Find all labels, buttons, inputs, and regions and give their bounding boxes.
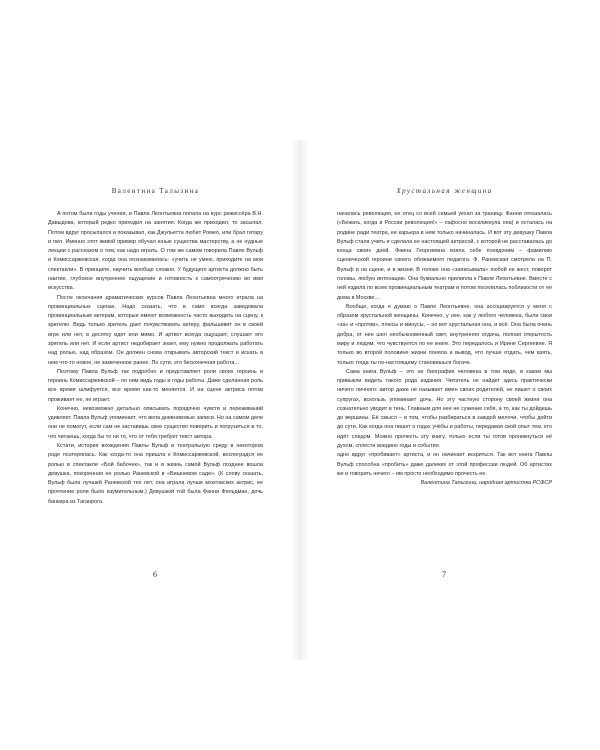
- paragraph: После окончания драматических курсов Павла Леонтьевна много играла на провинциальных сценах. Надо сказать, что в само всегда заведовала провинциальным актерам, которые имеют возможность часто выходить на сцену, к зрителю. Ведь только зритель дает почувствовать актеру, фальшивит он в своей игре или нет, в десятку идет или мимо. И артист всегда ощущает, слушает его зритель или нет. И если артист недобирает знает, ему нужно продолжать работать над ролью, над образом. Он должен снова открывать авторский текст и искать в нем что-то новое, не замеченное ранее. По сути, это бесконечная работа...: [48, 294, 263, 366]
- right-running-header: Хрустальная женщина: [396, 187, 493, 195]
- paragraph: Кстати, история вхождения Павлы Вульф в театральную среду в некотором роде поэтерялась. Как когда-то она пришла к Комиссаржевской, воспоградся ее ролью в спектакле «Бой бабочек», так и в жизнь самой Вульф позднее вошла девушка, покоренная ее ролью Раневской в «Вишневом саде». (К слову сказать, Вульф была лучшей Раневской тех лет, она играла лучше мхатовских актрис, ее прочтение роли было изумительным.) Девушкой той была Фанни Фельдман, дочь банкира из Таганрога.: [48, 443, 263, 505]
- paragraph: началась революция, ее отец со всей семьей уехал за границу. Фанни отказалась («Бежать, когда в России революция!» – пафосно воскликнула она) и осталась на родине ради театра, ее карьера в нем только начиналась. И вот эту девушку Павла Вульф стала учить и сделала ее настоящей актрисой, с которой не расставалась до конца своих дней. Фаина Георгиевна взяла себе псевдоним – фамилию сценической героини своего обожаемого педагога. Ф. Раневская смотрела на П. Вульф и на сцене, и в жизни. В голове она «записывала» любой ее жест, поворот головы, любую интонацию. Она буквально прилипла к Павле Леонтьевне. Вместе с ней ездила по всем провинциальным театрам и потом поселилась поблизости от ее дома в Москве...: [337, 211, 552, 301]
- paragraph: Конечно, невозможно детально описывать порядочно чувств и переживаний удивляет. Павла Вульф упоминает, что вела дневниковые записи. Но на самом деле они не помогут, если сам не заставишь свое существо поверить и погрузиться в то, что читаешь, когда бы то ни то, что от тебя требует текст автора.: [48, 405, 263, 440]
- right-page: [337, 187, 552, 488]
- right-page-number: 7: [442, 570, 446, 579]
- paragraph: одно вдруг «пробивает» артиста, и он начинает искриться. Так вот книга Павлы Вульф способна «пробить» даже далеких от этой профессии людей. Об артистах же и говорить нечего – им просто необходимо прочесть ее.: [337, 452, 552, 477]
- book-gutter: [291, 140, 309, 660]
- signature: Валентина Талызина, народная артистка РСФСР: [420, 480, 552, 487]
- left-page: [48, 187, 263, 507]
- paragraph: Поэтому Павла Вульф так подробно и представляет роли своих героинь и героинь Комиссаржевской – по ним видь годы и годы работы. Даже сделанная роль все время шлифуется, все время как-то меняется. И на сцене актриса потом проживает ее, не играет.: [48, 368, 263, 403]
- paragraph: Вообще, когда я думаю о Павле Леонтьевне, она ассоциируется у меня с образом хрустальной женщины. Конечно, у нее, как у любого человека, были свои «за» и «против», плюсы и минусы, – но вот хрустальная она, и всё. Она была очень добра, от нее шел необыкновенный свет, внутренняя отдача, полная открытость миру и людям, что чувствуется по ее книге. Это передалось и Ирине Сергеевне. Я только во второй половине жизни поняла и вывод, что лучше отдать, чем взять, только тогда ты по-настоящему становишься богаче.: [337, 303, 552, 366]
- paragraph: Сама книга Вульф – это не биография человека в том виде, в каком мы привыкли видеть такого рода издания. Читатель не найдет здесь практически ничего личного: автор даже не называет имен своих родителей, не пишет о своих супругах, вскользь упоминает дочь. Но эту частную сторону своей жизни она сознательно уводит в тень. Главным для нее не сужение себя, а то, как ты дойдешь до вершины. Её смысл – в том, чтобы разбираться в каждой мелочи, чтобы дойти до сути. Как когда она пишет о годах учёбы и работы, передавая свой опыт тем, кто идёт следом. Можно прочесть эту книгу, только если ты готов проникнуться её духом, сплести воедино годы и события.: [337, 368, 552, 450]
- left-page-text: [48, 210, 263, 507]
- right-page-text: [337, 210, 552, 488]
- paragraph: А потом были годы учения, и Павла Леонтьевна попала на курс режиссёра В.Н. Давыдова, который редко приходил на занятия. Когда же приходил, то засыпал. Потом вдруг просыпался и показывал, как Джульетта любит Ромео, или брал гитару и пел. Именно этот живой пример обучал юные существа мастерству, а не нудные лекции с рассказом о том, как надо играть. О том же самом говорила Павле Вульф и Комиссаржевская, когда она познакомилась: «учить не умею, приходите на мои спектакли». В принципе, научить вообще сложно. У будущего артиста должно быть наитие, глубокое внутреннее ощущение и готовность к самоотречению во имя искусства.: [48, 211, 263, 292]
- left-page-number: 6: [153, 570, 157, 579]
- left-running-header: Валентина Талызина: [111, 187, 200, 195]
